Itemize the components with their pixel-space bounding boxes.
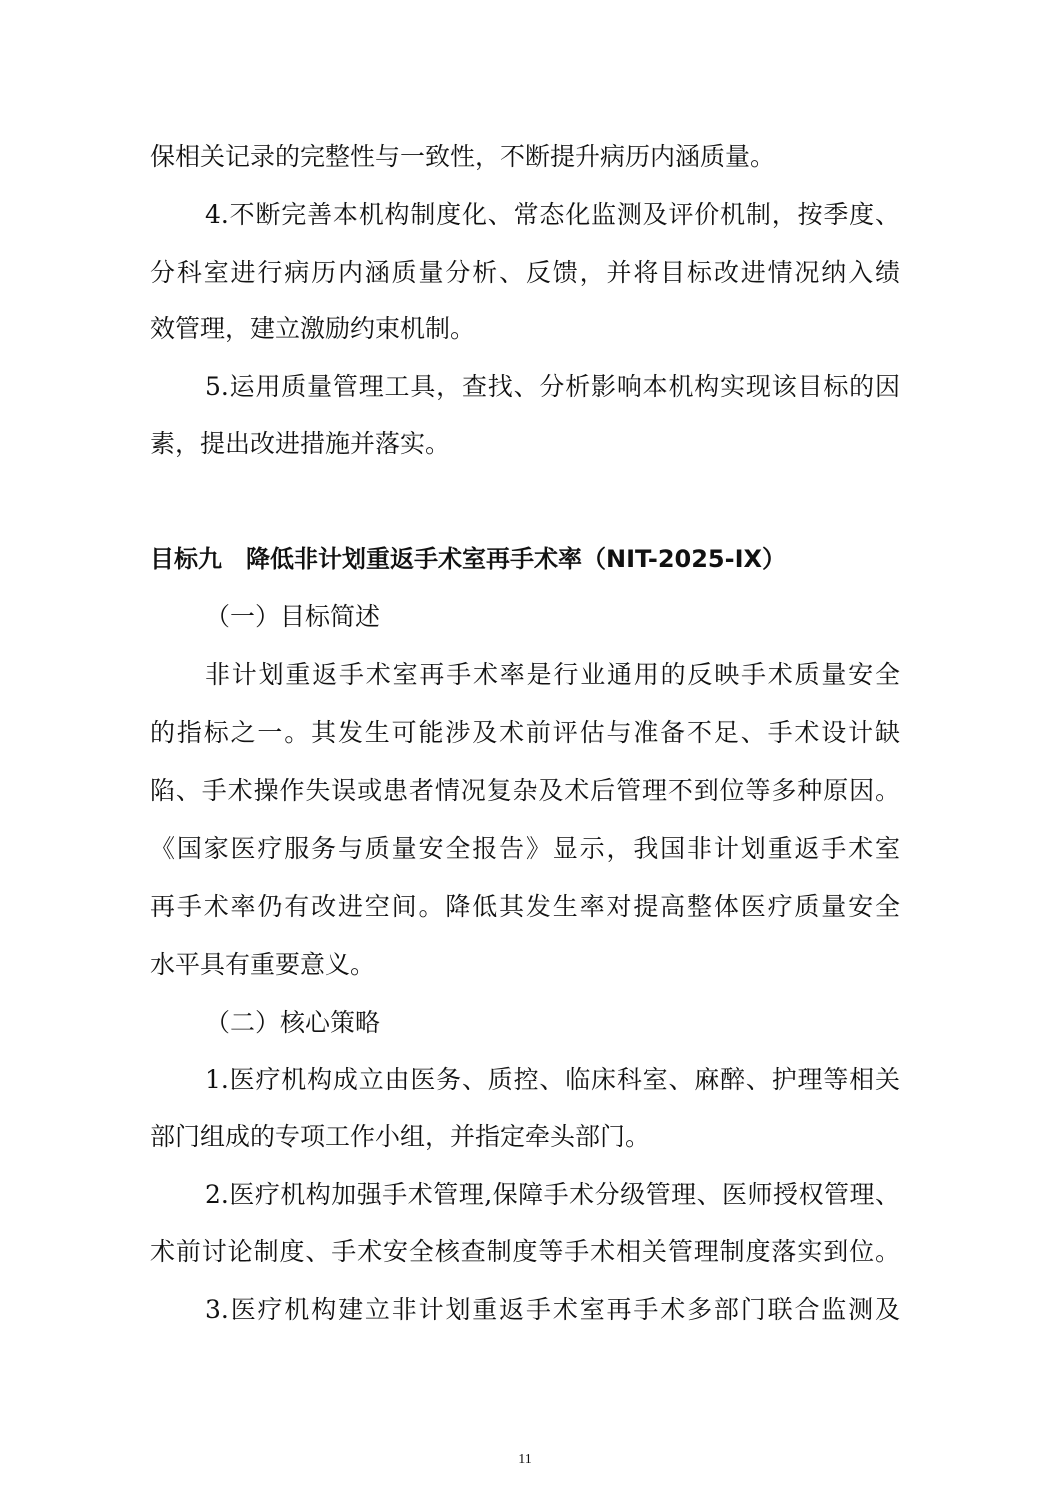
paragraph-line: 3.医疗机构建立非计划重返手术室再手术多部门联合监测及 xyxy=(205,1295,900,1324)
subsection-heading: （二）核心策略 xyxy=(205,1008,381,1037)
paragraph-line: 术前讨论制度、手术安全核查制度等手术相关管理制度落实到位。 xyxy=(150,1237,900,1266)
paragraph-line: 分科室进行病历内涵质量分析、反馈，并将目标改进情况纳入绩 xyxy=(150,258,900,287)
paragraph-line: 《国家医疗服务与质量安全报告》显示，我国非计划重返手术室 xyxy=(150,834,900,863)
paragraph-line: 效管理，建立激励约束机制。 xyxy=(150,314,476,343)
page-number: 11 xyxy=(518,1452,532,1467)
paragraph-line: 水平具有重要意义。 xyxy=(150,950,376,979)
paragraph-line: 的指标之一。其发生可能涉及术前评估与准备不足、手术设计缺 xyxy=(150,718,900,747)
subsection-heading: （一）目标简述 xyxy=(205,602,381,631)
section-heading: 目标九 降低非计划重返手术室再手术率（NIT-2025-IX） xyxy=(150,545,787,573)
paragraph-line: 再手术率仍有改进空间。降低其发生率对提高整体医疗质量安全 xyxy=(150,892,900,921)
paragraph-line: 5.运用质量管理工具，查找、分析影响本机构实现该目标的因 xyxy=(205,372,900,401)
paragraph-line: 素，提出改进措施并落实。 xyxy=(150,429,451,458)
paragraph-line: 部门组成的专项工作小组，并指定牵头部门。 xyxy=(150,1122,651,1151)
paragraph-line: 保相关记录的完整性与一致性，不断提升病历内涵质量。 xyxy=(150,142,776,171)
paragraph-line: 2.医疗机构加强手术管理,保障手术分级管理、医师授权管理、 xyxy=(205,1180,900,1209)
paragraph-line: 非计划重返手术室再手术率是行业通用的反映手术质量安全 xyxy=(205,660,900,689)
paragraph-line: 1.医疗机构成立由医务、质控、临床科室、麻醉、护理等相关 xyxy=(205,1065,900,1094)
paragraph-line: 陷、手术操作失误或患者情况复杂及术后管理不到位等多种原因。 xyxy=(150,776,900,805)
paragraph-line: 4.不断完善本机构制度化、常态化监测及评价机制，按季度、 xyxy=(205,200,900,229)
